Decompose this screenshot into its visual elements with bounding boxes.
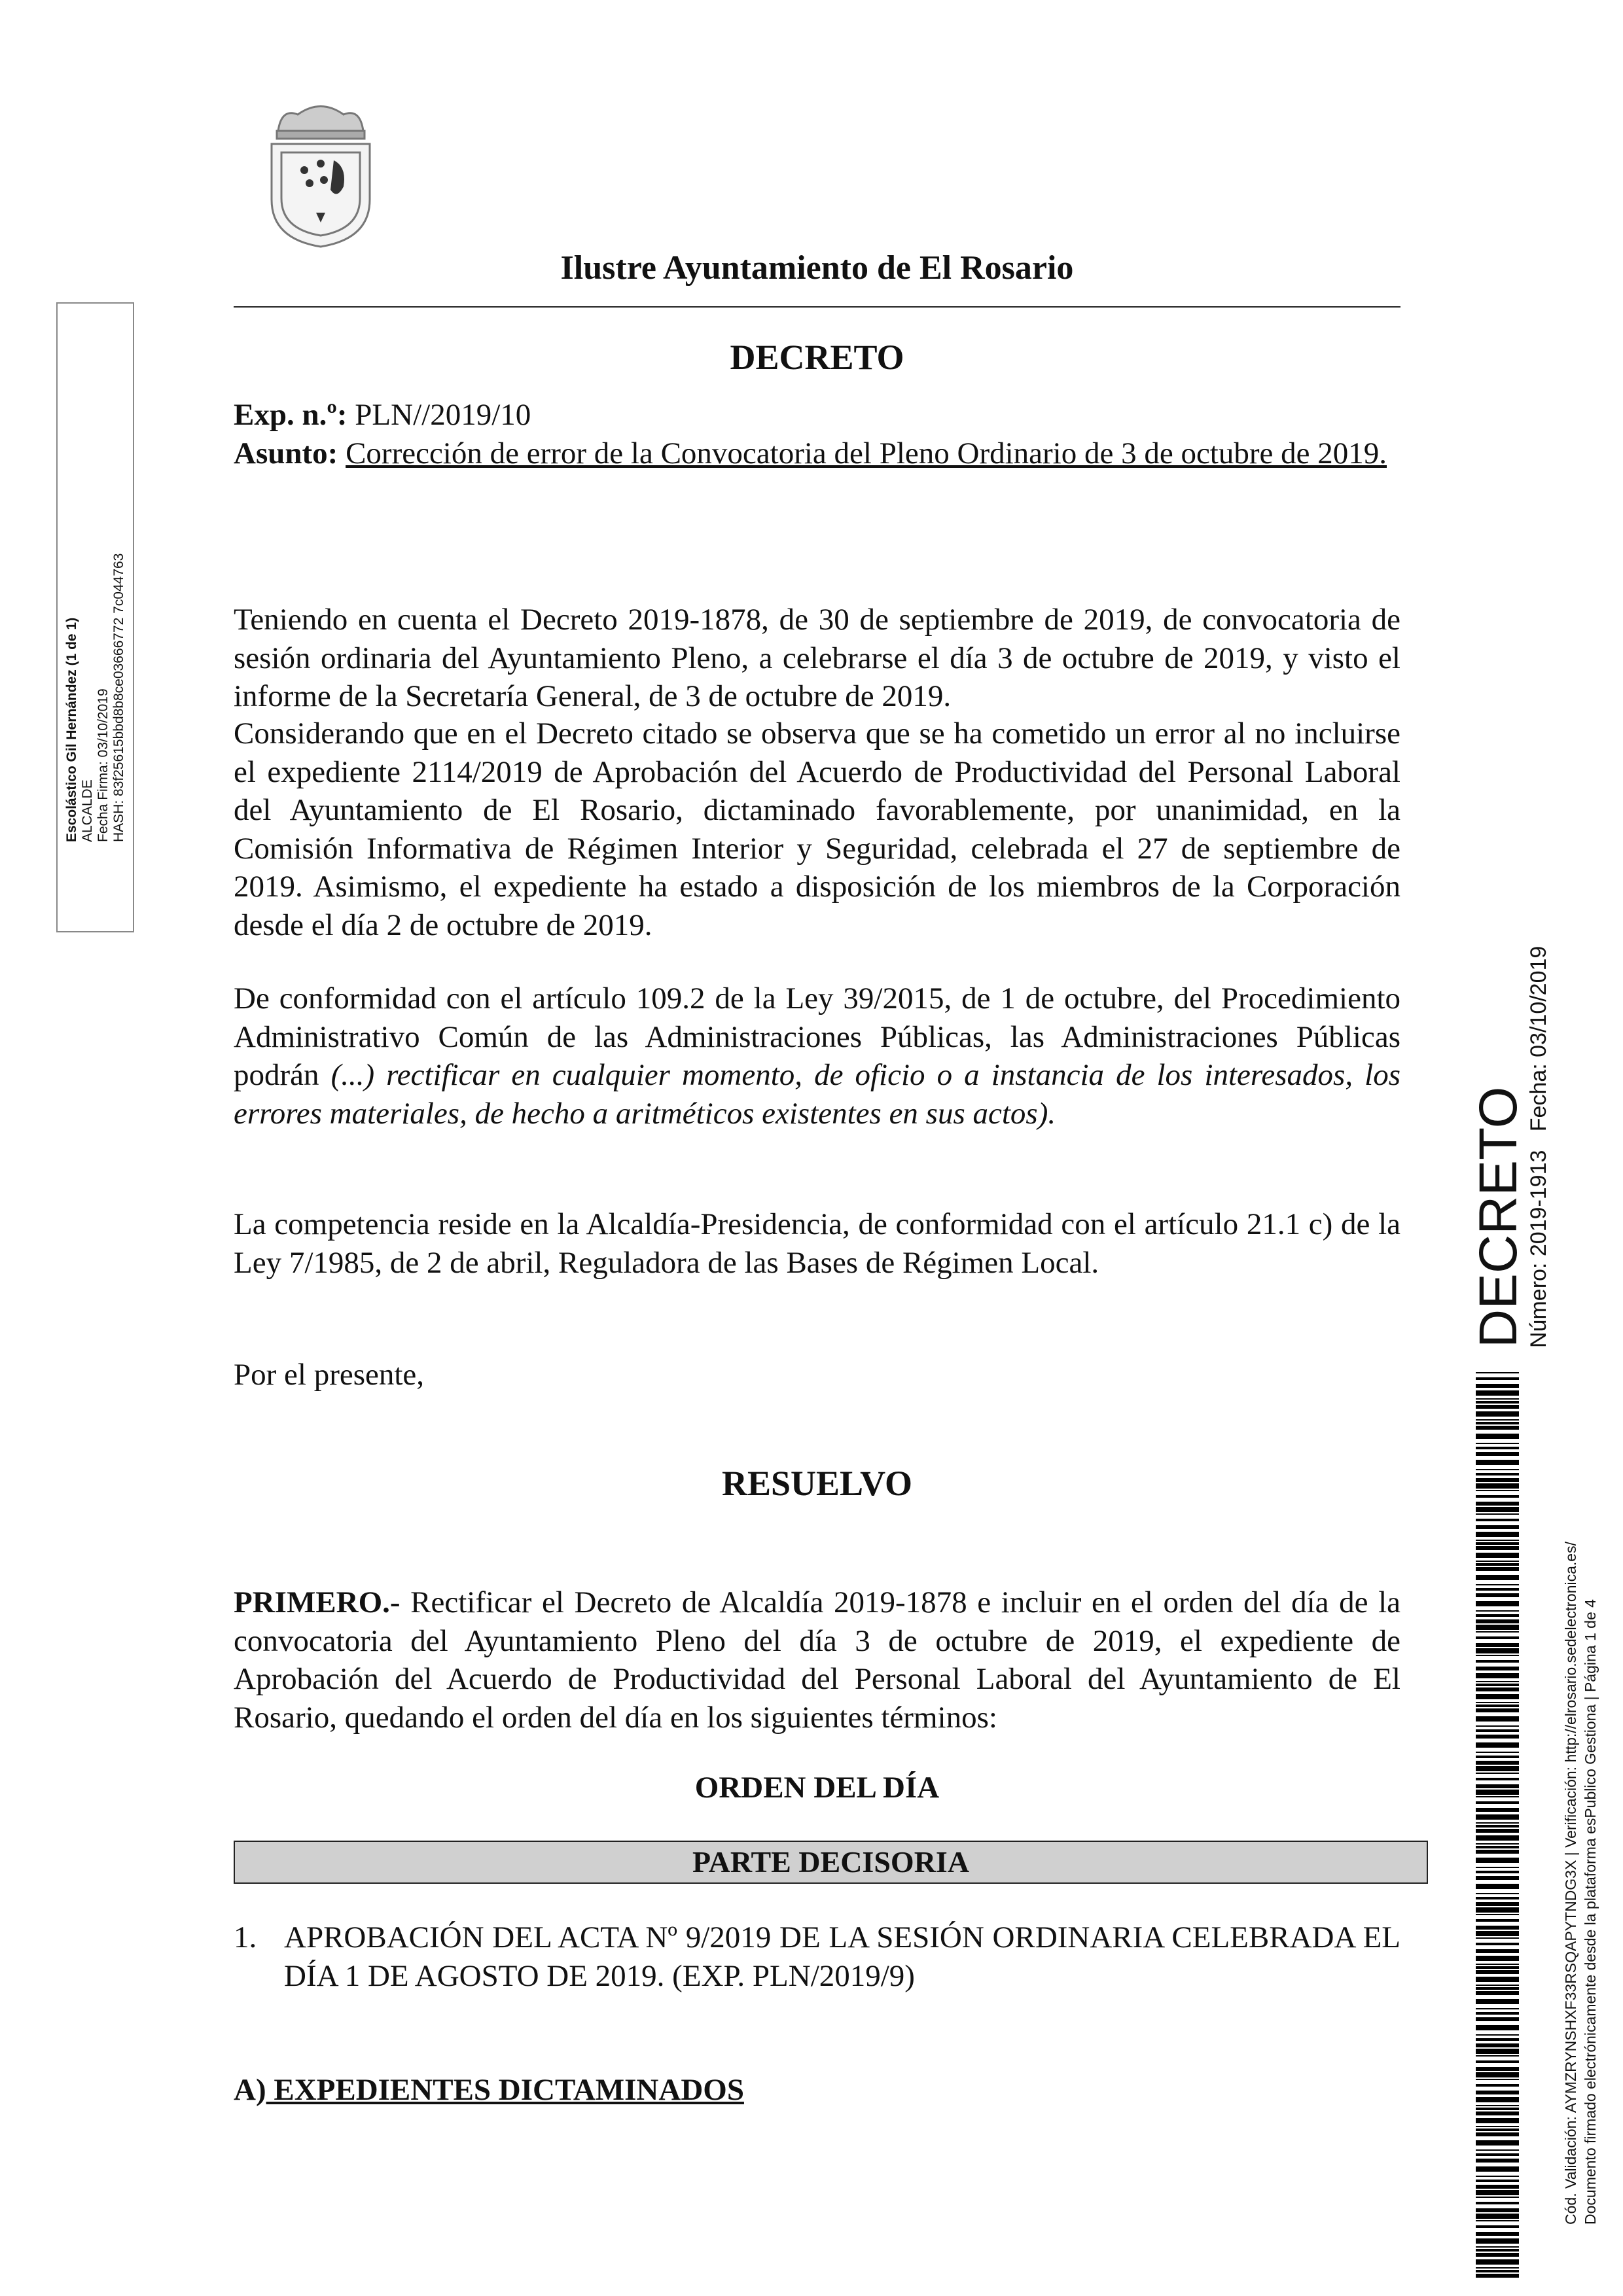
barcode-bar [1476, 1897, 1519, 1899]
barcode-bar [1476, 2111, 1519, 2115]
stamp-title: DECRETO [1469, 1086, 1528, 1348]
barcode-bar [1476, 2246, 1519, 2248]
barcode-bar [1476, 1567, 1519, 1571]
barcode-bar [1476, 2225, 1519, 2228]
barcode-bar [1476, 2060, 1519, 2063]
barcode-bar [1476, 1601, 1519, 1606]
barcode-bar [1476, 1871, 1519, 1873]
institution-header: Ilustre Ayuntamiento de El Rosario [560, 249, 1074, 287]
barcode-bar [1476, 1761, 1519, 1765]
barcode-bar [1476, 2185, 1519, 2189]
paragraph-5: Por el presente, [234, 1358, 425, 1392]
asunto-value: Corrección de error de la Convocatoria del Pleno Ordinario de 3 de octubre de 2019. [346, 436, 1387, 470]
decree-stamp [1469, 890, 1551, 1348]
barcode-bar [1476, 1702, 1519, 1703]
agenda-item-number: 1. [234, 1920, 257, 1954]
primero-paragraph [234, 1583, 1400, 1737]
barcode-bar [1476, 1725, 1519, 1727]
barcode-bar [1476, 1977, 1519, 1982]
barcode-bar [1476, 2025, 1519, 2030]
signature-date: Fecha Firma: 03/10/2019 [96, 688, 111, 842]
barcode-bar [1476, 1716, 1519, 1722]
asunto-label: Asunto: [234, 436, 338, 470]
barcode-bar [1476, 1943, 1519, 1945]
validation-footer [1561, 1407, 1607, 2225]
barcode-bar [1476, 1867, 1519, 1868]
stamp-number: Número: 2019-1913 [1526, 1150, 1551, 1348]
barcode-bar [1476, 1766, 1519, 1771]
barcode-bar [1476, 1584, 1519, 1585]
barcode-bar [1476, 1660, 1519, 1663]
barcode-bar [1476, 1469, 1519, 1470]
barcode-bar [1476, 1822, 1519, 1824]
resuelvo-heading: RESUELVO [721, 1464, 913, 1503]
paragraph-4: La competencia reside en la Alcaldía-Presidencia, de conformidad con el artículo 21.1 c) de la Ley 7/1985, de 2 de abril, Reguladora de las Bases de Régimen Local. [234, 1207, 1400, 1280]
agenda-item-text: APROBACIÓN DEL ACTA Nº 9/2019 DE LA SESIÓN ORDINARIA CELEBRADA EL DÍA 1 DE AGOSTO DE 2019. (EXP. PLN/2019/9) [284, 1920, 1400, 1993]
barcode-bar [1476, 1687, 1519, 1691]
barcode-bar [1476, 1575, 1519, 1580]
barcode-bar [1476, 1636, 1519, 1639]
barcode-bar [1476, 2166, 1519, 2172]
barcode-bar [1476, 1532, 1519, 1537]
section-a-heading [234, 2071, 1400, 2110]
barcode-bar [1476, 2097, 1519, 2102]
barcode-bar [1476, 2108, 1519, 2110]
barcode-bar [1476, 1490, 1519, 1491]
barcode-bar [1476, 2149, 1519, 2151]
barcode-bar [1476, 1742, 1519, 1748]
barcode-bar [1476, 2153, 1519, 2156]
barcode-bar [1476, 1411, 1519, 1417]
barcode-bar [1476, 1991, 1519, 1995]
barcode-bar [1476, 2105, 1519, 2106]
barcode-bar [1476, 1846, 1519, 1848]
expedient-info [234, 396, 1400, 472]
barcode-bar [1476, 2214, 1519, 2219]
barcode-bar [1476, 1790, 1519, 1795]
barcode-bar [1476, 2249, 1519, 2252]
barcode-bar [1476, 1401, 1519, 1404]
barcode-bar [1476, 1907, 1519, 1913]
barcode-bar [1476, 1540, 1519, 1541]
barcode-bar [1476, 1835, 1519, 1841]
barcode-bar [1476, 1377, 1519, 1380]
barcode [1476, 1372, 1519, 2279]
section-a-title: EXPEDIENTES DICTAMINADOS [266, 2073, 744, 2107]
barcode-bar [1476, 1949, 1519, 1953]
barcode-bar [1476, 1619, 1519, 1623]
barcode-bar [1476, 2176, 1519, 2177]
barcode-bar [1476, 2208, 1519, 2212]
barcode-bar [1476, 1987, 1519, 1990]
document-title: DECRETO [730, 338, 904, 377]
barcode-bar [1476, 1495, 1519, 1498]
barcode-bar [1476, 1398, 1519, 1400]
barcode-bar [1476, 1625, 1519, 1630]
barcode-bar [1476, 1796, 1519, 1797]
barcode-bar [1476, 1956, 1519, 1961]
primero-label: PRIMERO.- [234, 1585, 401, 1619]
barcode-bar [1476, 1593, 1519, 1597]
orden-del-dia-heading: ORDEN DEL DÍA [694, 1771, 940, 1805]
barcode-bar [1476, 1926, 1519, 1930]
barcode-bar [1476, 1419, 1519, 1421]
barcode-bar [1476, 2017, 1519, 2021]
barcode-bar [1476, 1673, 1519, 1678]
barcode-bar [1476, 1507, 1519, 1512]
section-a-label: A) [234, 2073, 266, 2107]
barcode-bar [1476, 1784, 1519, 1788]
barcode-bar [1476, 1384, 1519, 1388]
header-divider [234, 306, 1400, 308]
barcode-bar [1476, 1434, 1519, 1439]
paragraph-2: Considerando que en el Decreto citado se observa que se ha cometido un error al no incluirse el expediente 2114/2019 de Aprobación del Acuerdo de Productividad del Personal Laboral del Ayuntamiento de El Rosario, dictaminado favorablemente, por unanimidad, en la Comisión Informativa de Régimen Interior y Seguridad, celebrada el 27 de septiembre de 2019. Asimismo, el expediente ha estado a disposición de los miembros de la Corporación desde el día 2 de octubre de 2019. [234, 716, 1400, 942]
signer-role: ALCALDE [80, 779, 95, 842]
barcode-bar [1476, 1985, 1519, 1986]
barcode-bar [1476, 2008, 1519, 2009]
barcode-bar [1476, 1405, 1519, 1409]
barcode-bar [1476, 1447, 1519, 1449]
barcode-bar [1476, 1614, 1519, 1617]
signature-box [56, 302, 134, 932]
barcode-bar [1476, 1825, 1519, 1828]
barcode-bar [1476, 2012, 1519, 2015]
barcode-bar [1476, 2091, 1519, 2094]
barcode-bar [1476, 1460, 1519, 1465]
agenda-item-1 [234, 1918, 1400, 1995]
barcode-bar [1476, 2259, 1519, 2265]
barcode-bar [1476, 2055, 1519, 2057]
exp-value: PLN//2019/10 [355, 398, 531, 432]
barcode-bar [1476, 2038, 1519, 2041]
barcode-bar [1476, 1631, 1519, 1633]
barcode-bar [1476, 2140, 1519, 2146]
parte-decisoria-banner: PARTE DECISORIA [234, 1841, 1428, 1884]
paragraph-3-text: De conformidad con el artículo 109.2 de la Ley 39/2015, de 1 de octubre, del Procedimiento Administrativo Común de las Administraciones Públicas, las Administraciones Públicas podrán [234, 981, 1400, 1093]
barcode-bar [1476, 1893, 1519, 1894]
barcode-bar [1476, 1473, 1519, 1475]
barcode-bar [1476, 1914, 1519, 1915]
coat-of-arms-logo [259, 95, 383, 252]
barcode-bar [1476, 1919, 1519, 1922]
barcode-bar [1476, 1808, 1519, 1812]
barcode-bar [1476, 2072, 1519, 2077]
barcode-bar [1476, 1843, 1519, 1845]
barcode-bar [1476, 1452, 1519, 1456]
barcode-bar [1476, 2049, 1519, 2054]
barcode-bar [1476, 2067, 1519, 2071]
barcode-bar [1476, 1884, 1519, 1889]
barcode-bar [1476, 1610, 1519, 1612]
paragraph-3-quote: (...) rectificar en cualquier momento, de oficio o a instancia de los interesados, los errores materiales, de hecho a aritméticos existentes en sus actos). [234, 1058, 1401, 1131]
barcode-bar [1476, 1667, 1519, 1670]
barcode-bar [1476, 2159, 1519, 2163]
barcode-bar [1476, 1902, 1519, 1906]
barcode-bar [1476, 1502, 1519, 1506]
barcode-bar [1476, 2197, 1519, 2198]
barcode-bar [1476, 1931, 1519, 1936]
barcode-bar [1476, 2043, 1519, 2047]
barcode-bar [1476, 1964, 1519, 1965]
barcode-bar [1476, 1970, 1519, 1974]
barcode-bar [1476, 1643, 1519, 1647]
barcode-bar [1476, 2232, 1519, 2236]
barcode-bar [1476, 1966, 1519, 1969]
barcode-bar [1476, 1655, 1519, 1656]
paragraph-3 [234, 980, 1400, 1133]
barcode-bar [1476, 1553, 1519, 1558]
barcode-bar [1476, 1814, 1519, 1820]
barcode-bar [1476, 2132, 1519, 2136]
barcode-bar [1476, 1735, 1519, 1739]
barcode-bar [1476, 1519, 1519, 1521]
barcode-bar [1476, 2180, 1519, 2182]
barcode-bar [1476, 1372, 1519, 1373]
barcode-bar [1476, 1829, 1519, 1833]
barcode-bar [1476, 1390, 1519, 1396]
barcode-bar [1476, 2274, 1519, 2278]
signer-name: Escolástico Gil Hernández (1 de 1) [64, 617, 79, 842]
barcode-bar [1476, 1850, 1519, 1854]
barcode-bar [1476, 1729, 1519, 1732]
barcode-bar [1476, 1681, 1519, 1682]
barcode-bar [1476, 2220, 1519, 2221]
barcode-bar [1476, 1422, 1519, 1424]
barcode-bar [1476, 1513, 1519, 1515]
barcode-bar [1476, 2238, 1519, 2244]
platform-note: Documento firmado electrónicamente desde la plataforma esPublico Gestiona | Página 1 de 4 [1582, 1599, 1599, 2225]
validation-code: Cód. Validación: AYMZRYNSHXF33RSQAPYTNDG3X | Verificación: http://elrosario.sedelectronica.es/ [1562, 1542, 1579, 2225]
barcode-bar [1476, 1648, 1519, 1653]
barcode-bar [1476, 1588, 1519, 1591]
barcode-bar [1476, 1756, 1519, 1758]
barcode-bar [1476, 2253, 1519, 2257]
barcode-bar [1476, 2270, 1519, 2272]
paragraph-1: Teniendo en cuenta el Decreto 2019-1878, de 30 de septiembre de 2019, de convocatoria de sesión ordinaria del Ayuntamiento Pleno, a celebrarse el día 3 de octubre de 2019, y visto el informe de la Secretaría General, de 3 de octubre de 2019. [234, 603, 1400, 714]
barcode-bar [1476, 1478, 1519, 1482]
barcode-bar [1476, 2084, 1519, 2087]
barcode-bar [1476, 1542, 1519, 1545]
barcode-bar [1476, 1704, 1519, 1707]
primero-text: Rectificar el Decreto de Alcaldía 2019-1878 e incluir en el orden del día de la convocatoria del Ayuntamiento Pleno del día 3 de octubre de 2019, el expediente de Aprobación del Acuerdo de Productividad del Personal Laboral del Ayuntamiento de El Rosario, quedando el orden del día en los siguientes términos: [234, 1585, 1400, 1735]
barcode-bar [1476, 2079, 1519, 2080]
barcode-bar [1476, 1773, 1519, 1774]
exp-label: Exp. n.º: [234, 398, 348, 432]
barcode-bar [1476, 1561, 1519, 1562]
barcode-bar [1476, 1483, 1519, 1489]
barcode-bar [1476, 1525, 1519, 1529]
signature-hash: HASH: 83f25615bbd8b8ce03666772 7c044763 [111, 553, 126, 842]
barcode-bar [1476, 2034, 1519, 2036]
barcode-bar [1476, 2126, 1519, 2127]
barcode-bar [1476, 2267, 1519, 2269]
barcode-bar [1476, 1876, 1519, 1880]
barcode-bar [1476, 1694, 1519, 1699]
barcode-bar [1476, 1563, 1519, 1566]
barcode-bar [1476, 2118, 1519, 2123]
barcode-bar [1476, 1546, 1519, 1550]
barcode-bar [1476, 1937, 1519, 1939]
stamp-date: Fecha: 03/10/2019 [1526, 945, 1551, 1132]
barcode-bar [1476, 1752, 1519, 1753]
barcode-bar [1476, 1801, 1519, 1804]
barcode-bar [1476, 1426, 1519, 1430]
barcode-bar [1476, 2190, 1519, 2195]
barcode-bar [1476, 1858, 1519, 1863]
barcode-bar [1476, 1684, 1519, 1686]
barcode-bar [1476, 1778, 1519, 1780]
barcode-bar [1476, 1708, 1519, 1712]
barcode-bar [1476, 1443, 1519, 1444]
barcode-bar [1476, 1999, 1519, 2004]
barcode-bar [1476, 2202, 1519, 2204]
barcode-bar [1476, 2128, 1519, 2131]
